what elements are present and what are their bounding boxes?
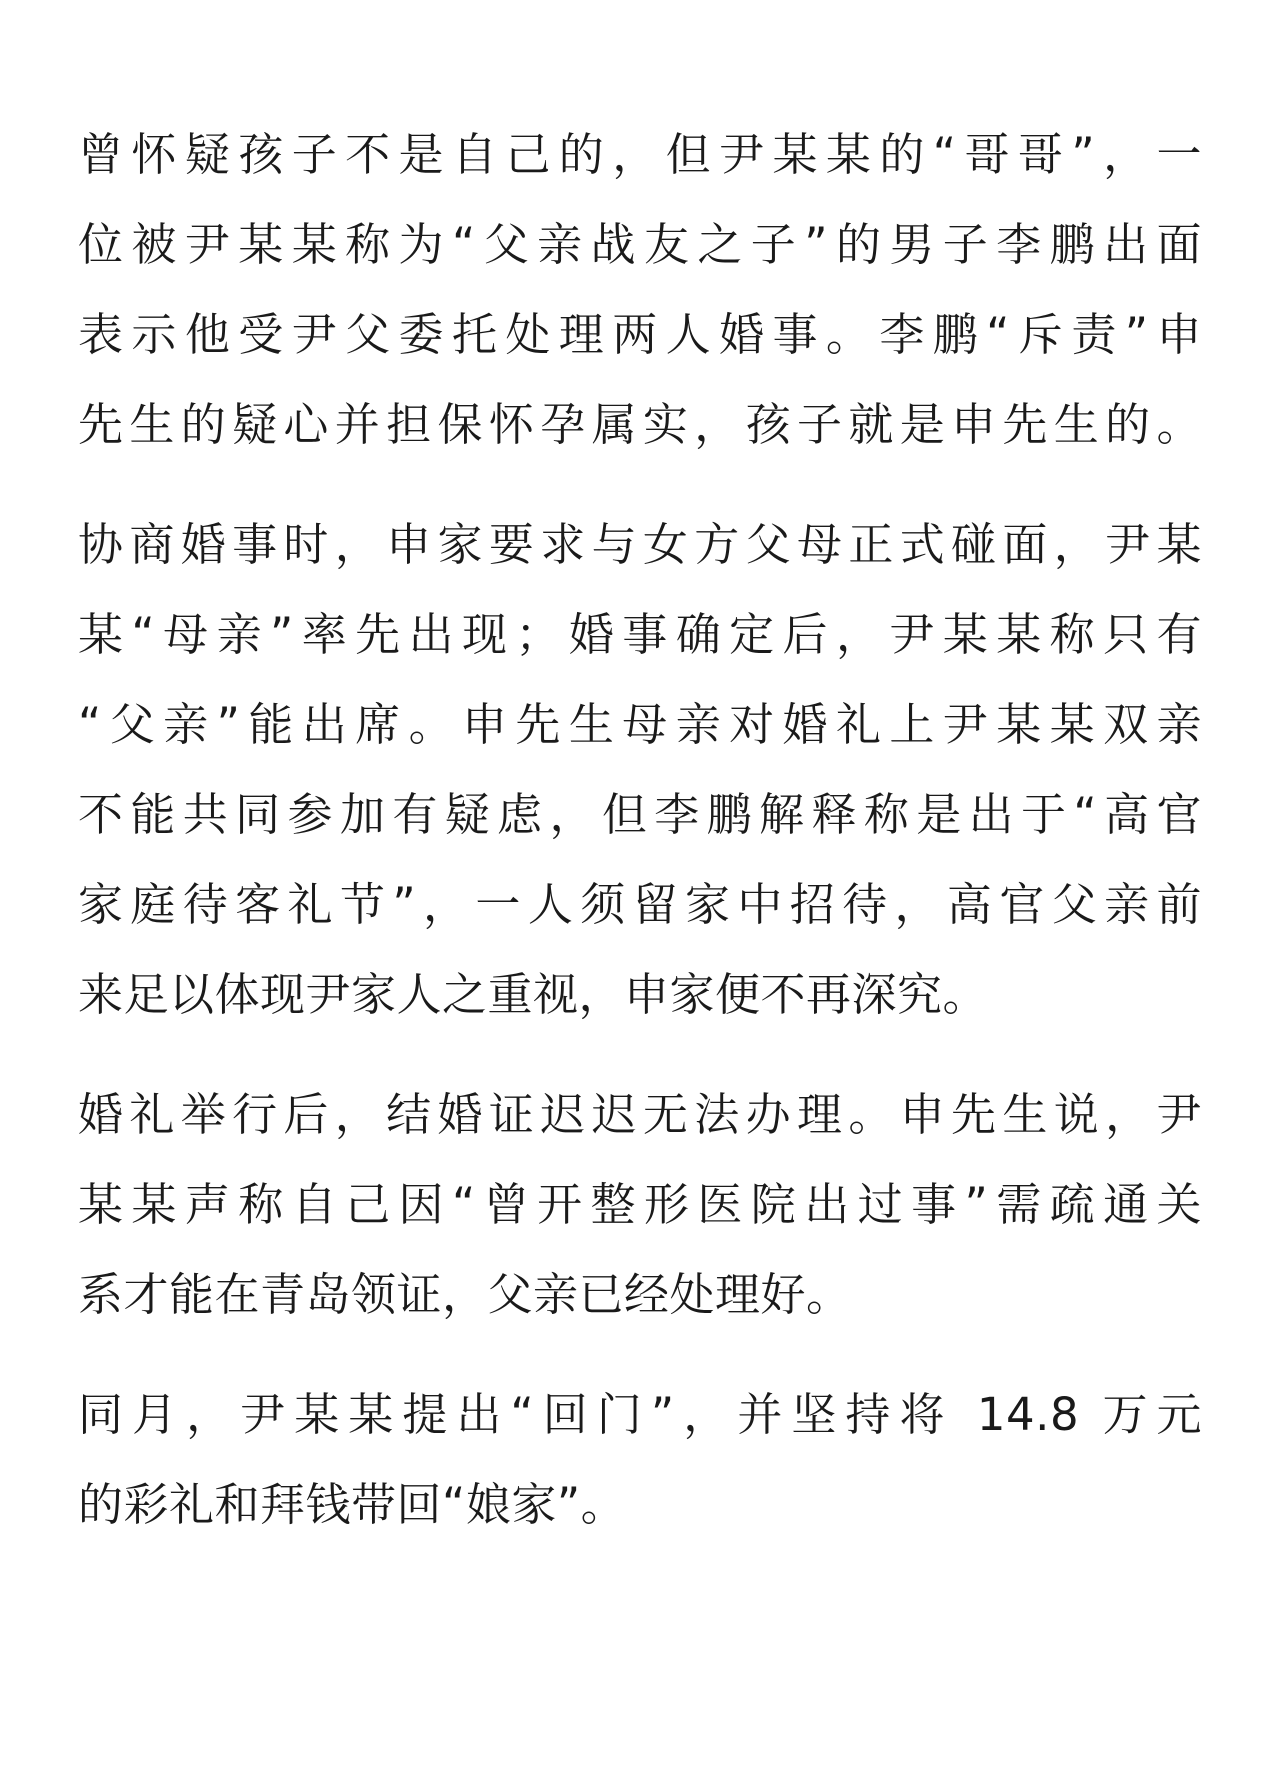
text-line: “父亲”能出席。申先生母亲对婚礼上尹某某双亲: [78, 698, 1202, 751]
paragraph-1: [78, 110, 1202, 470]
text-line: 的彩礼和拜钱带回“娘家”。: [78, 1478, 627, 1531]
text-line: 协商婚事时，申家要求与女方父母正式碰面，尹某: [78, 518, 1202, 571]
text-line: 同月，尹某某提出“回门”，并坚持将 14.8 万元: [78, 1388, 1202, 1441]
text-line: 位被尹某某称为“父亲战友之子”的男子李鹏出面: [78, 218, 1202, 271]
text-line: 婚礼举行后，结婚证迟迟无法办理。申先生说，尹: [78, 1088, 1202, 1141]
text-line: 某某声称自己因“曾开整形医院出过事”需疏通关: [78, 1178, 1202, 1231]
text-line: 曾怀疑孩子不是自己的，但尹某某的“哥哥”，一: [78, 128, 1202, 181]
paragraph-4: [78, 1370, 1202, 1550]
text-line: 家庭待客礼节”，一人须留家中招待，高官父亲前: [78, 878, 1202, 931]
text-line: 某“母亲”率先出现；婚事确定后，尹某某称只有: [78, 608, 1202, 661]
text-line: 表示他受尹父委托处理两人婚事。李鹏“斥责”申: [78, 308, 1202, 361]
text-line: 不能共同参加有疑虑，但李鹏解释称是出于“高官: [78, 788, 1202, 841]
article-body: [78, 110, 1202, 1580]
text-line: 来足以体现尹家人之重视，申家便不再深究。: [78, 968, 989, 1021]
paragraph-3: [78, 1070, 1202, 1340]
paragraph-2: [78, 500, 1202, 1040]
text-line: 先生的疑心并担保怀孕属实，孩子就是申先生的。: [78, 398, 1202, 451]
text-line: 系才能在青岛领证，父亲已经处理好。: [78, 1268, 852, 1321]
